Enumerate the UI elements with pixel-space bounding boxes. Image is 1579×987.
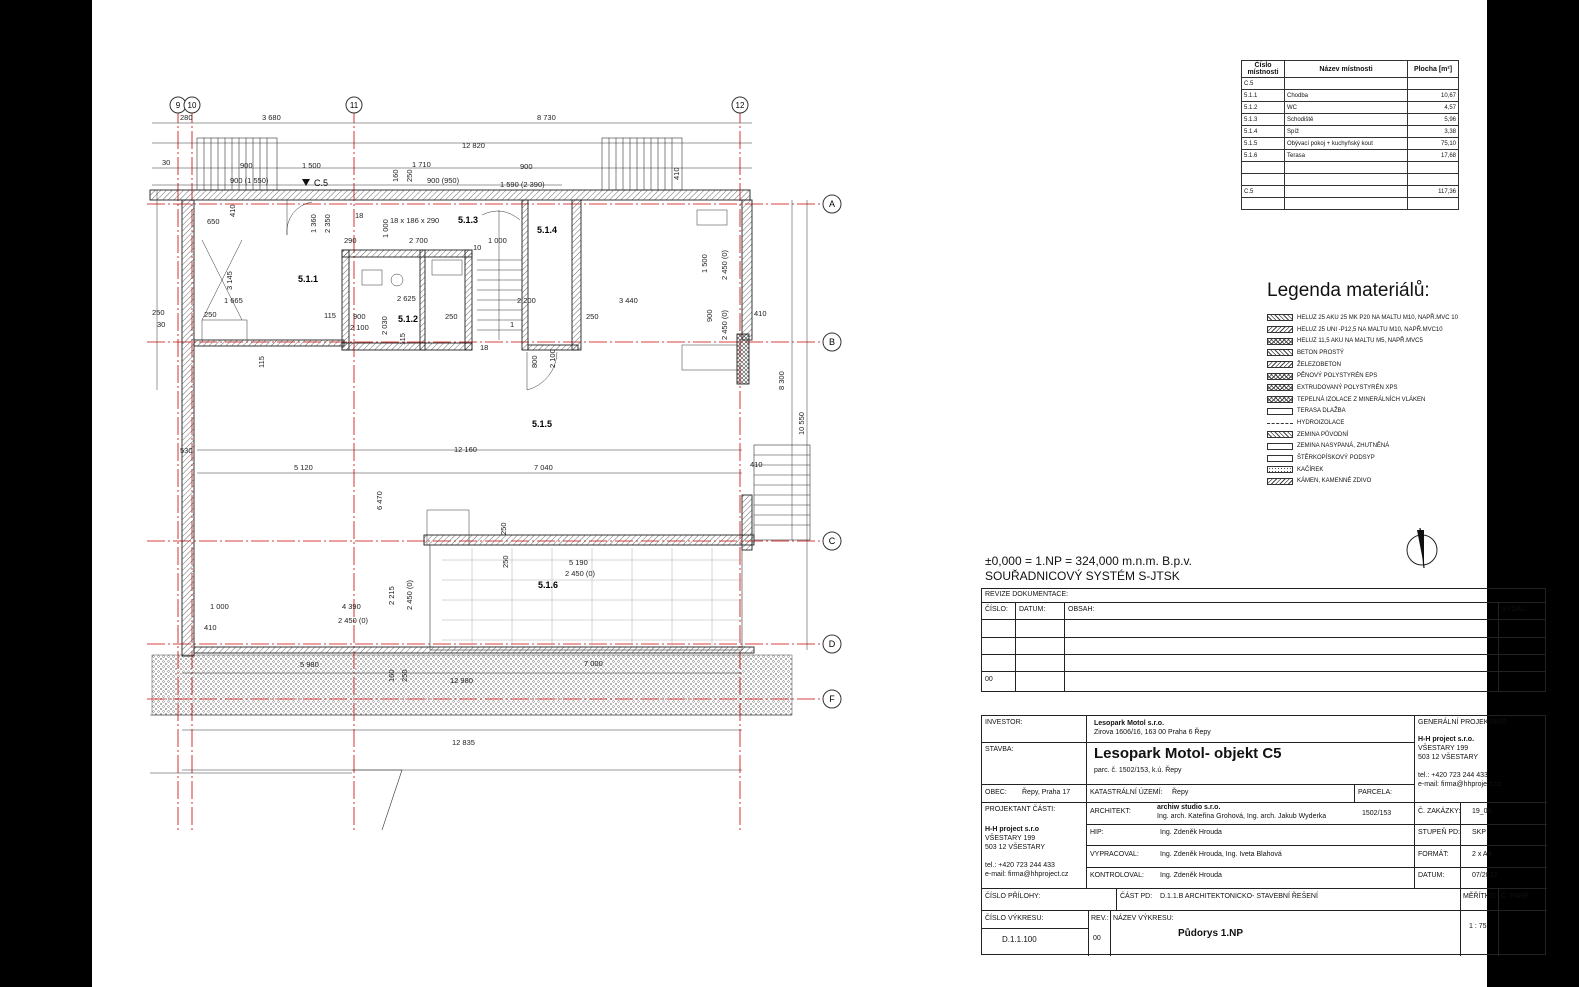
north-arrow-icon (1400, 526, 1444, 570)
grid-row-label: A (828, 199, 836, 209)
table-cell: 10,67 (1408, 90, 1459, 102)
grid-row-label: D (828, 639, 836, 649)
room-label: 5.1.6 (538, 580, 559, 590)
hip-label: HIP: (1090, 829, 1104, 836)
general-designer-address: VŠESTARY 199 (1418, 745, 1469, 752)
rev-value: 00 (1093, 935, 1101, 942)
table-cell: 5.1.4 (1242, 126, 1285, 138)
room-label: 5.1.2 (398, 314, 419, 324)
legend-swatch-icon (1267, 423, 1293, 424)
investor-name: Lesopark Motol s.r.o. (1094, 720, 1165, 727)
legend-item-label: HELUZ 25 UNI -P12,5 NA MALTU M10, NAPŘ.MVC10 (1297, 326, 1443, 333)
table-row (1242, 198, 1459, 210)
table-cell: 75,10 (1408, 138, 1459, 150)
meritko-value: 1 : 75 (1469, 923, 1487, 930)
dim-text: 18 (480, 343, 489, 352)
revision-col-date: DATUM: (1019, 606, 1046, 613)
dim-text: 1 500 (700, 254, 709, 273)
grid-bubbles-right (823, 195, 841, 708)
pare-label: Č. PARÉ: (1501, 893, 1531, 900)
table-row (1242, 90, 1459, 102)
legend-item-label: TEPELNÁ IZOLACE Z MINERÁLNÍCH VLÁKEN (1297, 396, 1426, 403)
dim-text: 250 (405, 169, 414, 182)
grid-col-label: 11 (349, 101, 359, 110)
dim-text: 410 (672, 167, 681, 180)
cast-label: ČÁST PD: (1120, 893, 1153, 900)
legend-items (1267, 312, 1458, 487)
priloha-label: ČÍSLO PŘÍLOHY: (985, 893, 1041, 900)
legend-item-label: ŠTĚRKOPÍSKOVÝ PODSYP (1297, 455, 1375, 462)
legend-swatch-icon (1267, 326, 1293, 333)
katastr-value: Řepy (1172, 789, 1189, 796)
datum-value: 07/2022 (1472, 872, 1498, 879)
dim-text: 250 (586, 312, 599, 321)
legend-item-label: HELUZ 11,5 AKU NA MALTU M5, NAPŘ.MVC5 (1297, 338, 1423, 345)
legend-swatch-icon (1267, 455, 1293, 462)
table-cell: C.5 (1242, 186, 1285, 198)
legend-item (1267, 452, 1458, 464)
table-cell: C.5 (1242, 78, 1285, 90)
room-schedule-table (1241, 60, 1459, 210)
table-cell: 117,36 (1408, 186, 1459, 198)
legend-swatch-icon (1267, 361, 1293, 368)
table-cell: Obývací pokoj + kuchyňský kout (1285, 138, 1408, 150)
drawing-sheet (92, 0, 1531, 987)
dim-text: 7 040 (534, 463, 553, 472)
dim-text: 2 700 (409, 236, 428, 245)
revision-first-number: 00 (985, 676, 993, 683)
dim-text: 5 190 (569, 558, 588, 567)
dim-text: 250 (501, 555, 510, 568)
obec-value: Řepy, Praha 17 (1022, 789, 1071, 796)
coordinate-system-line: SOUŘADNICOVÝ SYSTÉM S-JTSK (985, 569, 1180, 583)
section-mark-label: C.5 (314, 178, 329, 188)
legend-item (1267, 347, 1458, 359)
vypracoval-value: Ing. Zdeněk Hrouda, Ing. Iveta Blahová (1160, 851, 1282, 858)
dim-text: 2 450 (0) (565, 569, 596, 578)
dim-text: 160 (387, 669, 396, 682)
legend-item (1267, 324, 1458, 336)
cast-value: D.1.1.B ARCHITEKTONICKO- STAVEBNÍ ŘEŠENÍ (1160, 893, 1318, 900)
dim-text: 250 (204, 310, 217, 319)
legend-swatch-icon (1267, 443, 1293, 450)
dim-text: 2 450 (0) (338, 616, 369, 625)
dim-text: 12 820 (462, 141, 485, 150)
dim-text: 2 350 (323, 214, 332, 233)
dim-text: 10 550 (797, 412, 806, 435)
table-row (1242, 114, 1459, 126)
dim-text: 1 710 (412, 160, 431, 169)
dim-text: 2 100 (350, 323, 369, 332)
legend-item (1267, 312, 1458, 324)
gravel-strip (152, 655, 792, 715)
general-designer-name: H-H project s.r.o. (1418, 736, 1475, 743)
drawing-title: Půdorys 1.NP (1178, 928, 1244, 939)
legend-item-label: BETON PROSTÝ (1297, 349, 1344, 356)
dim-text: 800 (530, 355, 539, 368)
table-cell: 4,57 (1408, 102, 1459, 114)
dim-text: 280 (180, 113, 193, 122)
architect-names: Ing. arch. Kateřina Grohová, Ing. arch. Jakub Wyderka (1157, 813, 1327, 820)
table-cell: 5.1.5 (1242, 138, 1285, 150)
legend-item (1267, 406, 1458, 418)
legend-item (1267, 429, 1458, 441)
room-labels (298, 215, 558, 590)
datum-note (985, 554, 1192, 584)
dim-text: 8 300 (777, 371, 786, 390)
dim-text: 10 (473, 243, 482, 252)
dim-text: 1 665 (224, 296, 243, 305)
part-designer-phone: tel.: +420 723 244 433 (985, 862, 1055, 869)
investor-label: INVESTOR: (985, 719, 1023, 726)
dim-text: 3 440 (619, 296, 638, 305)
dim-text: 530 (180, 446, 193, 455)
dim-text: 12 835 (452, 738, 475, 747)
grid-row-label: C (828, 536, 836, 546)
datum-line: ±0,000 = 1.NP = 324,000 m.n.m. B.p.v. (985, 554, 1192, 568)
dim-text: 250 (445, 312, 458, 321)
material-legend (1267, 280, 1458, 487)
parcela-label: PARCELA: (1358, 789, 1393, 796)
parcela-value: 1502/153 (1362, 810, 1392, 817)
revision-col-issued: VYDAL: (1502, 606, 1527, 613)
site-lines (150, 715, 792, 830)
legend-item (1267, 359, 1458, 371)
general-designer-address: 503 12 VŠESTARY (1418, 754, 1479, 761)
legend-swatch-icon (1267, 314, 1293, 321)
datum-label: DATUM: (1418, 872, 1445, 879)
kontroloval-label: KONTROLOVAL: (1090, 872, 1144, 879)
table-cell: 5.1.2 (1242, 102, 1285, 114)
legend-item (1267, 476, 1458, 488)
table-cell: 5.1.1 (1242, 90, 1285, 102)
architect-label: ARCHITEKT: (1090, 808, 1131, 815)
dim-text: 6 470 (375, 491, 384, 510)
legend-item (1267, 464, 1458, 476)
revision-col-content: OBSAH: (1068, 606, 1095, 613)
investor-address: Zirova 1606/16, 163 00 Praha 6 Řepy (1094, 729, 1211, 736)
vykres-label: ČÍSLO VÝKRESU: (985, 915, 1044, 922)
revision-table (981, 588, 1546, 692)
part-designer-name: H-H project s.r.o (985, 826, 1040, 833)
table-header: Plocha [m²] (1408, 61, 1459, 78)
dim-text: 8 730 (537, 113, 556, 122)
table-cell: 5.1.6 (1242, 150, 1285, 162)
table-cell: Schodiště (1285, 114, 1408, 126)
legend-item-label: HYDROIZOLACE (1297, 420, 1345, 427)
dim-text: 30 (162, 158, 171, 167)
dim-text: 410 (750, 460, 763, 469)
legend-item-label: PĚNOVÝ POLYSTYRÉN EPS (1297, 373, 1378, 380)
terrace-tiles (442, 548, 742, 646)
dim-text: 115 (398, 333, 407, 345)
table-total-row (1242, 186, 1459, 198)
legend-item-label: HELUZ 25 AKU 25 MK P20 NA MALTU M10, NAPŘ.MVC 10 (1297, 314, 1458, 321)
table-cell: WC (1285, 102, 1408, 114)
legend-swatch-icon (1267, 408, 1293, 415)
legend-item (1267, 394, 1458, 406)
dim-text: 900 (950) (427, 176, 460, 185)
vykres-value: D.1.1.100 (1002, 935, 1037, 944)
dimension-lines (152, 123, 807, 770)
stavba-label: STAVBA: (985, 746, 1014, 753)
dim-text: 3 680 (262, 113, 281, 122)
part-designer-address: 503 12 VŠESTARY (985, 844, 1046, 851)
dim-text: 5 980 (300, 660, 319, 669)
dim-text: 1 000 (488, 236, 507, 245)
revision-title: REVIZE DOKUMENTACE: (985, 591, 1069, 598)
dim-text: 1 590 (2 390) (500, 180, 545, 189)
dim-text: 410 (204, 623, 217, 632)
table-row (1242, 174, 1459, 186)
dim-text: 2 625 (397, 294, 416, 303)
legend-swatch-icon (1267, 338, 1293, 345)
dim-text: 18 (355, 211, 364, 220)
dim-text: 2 450 (0) (405, 579, 414, 610)
zakazka-value: 19_06 (1472, 808, 1492, 815)
dim-text: 290 (344, 236, 357, 245)
legend-item-label: TERASA DLAŽBA (1297, 408, 1346, 415)
legend-item (1267, 382, 1458, 394)
legend-item (1267, 335, 1458, 347)
interior-stairs (477, 210, 522, 340)
legend-swatch-icon (1267, 431, 1293, 438)
format-value: 2 x A4 (1472, 851, 1492, 858)
legend-item-label: ŽELEZOBETON (1297, 361, 1341, 368)
legend-swatch-icon (1267, 396, 1293, 403)
architect-firm: archiw studio s.r.o. (1157, 804, 1221, 811)
parcel-line: parc. č. 1502/153, k.ú. Řepy (1094, 767, 1182, 774)
dim-text: 1 500 (302, 161, 321, 170)
dim-text: 1 000 (381, 219, 390, 238)
legend-title: Legenda materiálů: (1267, 280, 1430, 301)
dim-text: 2 450 (0) (720, 309, 729, 340)
legend-item (1267, 370, 1458, 382)
stupen-label: STUPEŇ PD: (1418, 829, 1461, 836)
table-header: Název místnosti (1285, 61, 1408, 78)
legend-swatch-icon (1267, 349, 1293, 356)
hip-value: Ing. Zdeněk Hrouda (1160, 829, 1222, 836)
table-row (1242, 162, 1459, 174)
table-row (1242, 102, 1459, 114)
general-designer-phone: tel.: +420 723 244 433 (1418, 772, 1488, 779)
legend-swatch-icon (1267, 466, 1293, 473)
dim-text: 900 (353, 312, 366, 321)
dim-text: 2 100 (548, 349, 557, 368)
dim-text: 115 (257, 356, 266, 368)
dim-text: 410 (754, 309, 767, 318)
legend-swatch-icon (1267, 478, 1293, 485)
dim-text: 1 360 (309, 214, 318, 233)
table-cell: Terasa (1285, 150, 1408, 162)
table-cell: Spíž (1285, 126, 1408, 138)
revision-col-number: ČÍSLO: (985, 606, 1008, 613)
legend-swatch-icon (1267, 384, 1293, 391)
table-header-row (1242, 61, 1459, 78)
legend-item-label: KÁMEN, KAMENNÉ ZDIVO (1297, 478, 1372, 485)
dim-text: 2 215 (387, 586, 396, 605)
grid-col-label: 10 (187, 101, 197, 110)
title-block (981, 715, 1546, 955)
project-name: Lesopark Motol- objekt C5 (1094, 745, 1282, 762)
table-cell: 5,96 (1408, 114, 1459, 126)
dim-text: 650 (207, 217, 220, 226)
legend-item-label: EXTRUDOVANÝ POLYSTYRÉN XPS (1297, 384, 1398, 391)
table-cell: Chodba (1285, 90, 1408, 102)
room-label: 5.1.1 (298, 274, 319, 284)
dim-text: 1 000 (210, 602, 229, 611)
table-cell: 17,68 (1408, 150, 1459, 162)
dim-text: 900 (705, 309, 714, 322)
dim-text: 5 120 (294, 463, 313, 472)
dim-text: 115 (324, 311, 336, 320)
grid-col-label: 12 (735, 101, 745, 110)
table-header: Číslo místnosti (1242, 61, 1285, 78)
dim-text: 2 030 (380, 316, 389, 335)
dim-text: 250 (400, 669, 409, 682)
part-designer-email: e-mail: firma@hhproject.cz (985, 871, 1069, 878)
legend-item-label: ZEMINA NASYPANÁ, ZHUTNĚNÁ (1297, 443, 1390, 450)
dim-text: 30 (157, 320, 166, 329)
obec-label: OBEC: (985, 789, 1007, 796)
dim-text: 12 980 (450, 676, 473, 685)
grid-row-label: F (829, 694, 835, 704)
rev-label: REV.: (1091, 915, 1109, 922)
room-label: 5.1.3 (458, 215, 479, 225)
legend-swatch-icon (1267, 373, 1293, 380)
room-label: 5.1.4 (537, 225, 558, 235)
grid-row-label: B (828, 337, 836, 347)
nazev-label: NÁZEV VÝKRESU: (1113, 915, 1174, 922)
legend-item (1267, 417, 1458, 429)
legend-item-label: KAČÍREK (1297, 466, 1324, 473)
table-cell: 3,38 (1408, 126, 1459, 138)
dim-text: 900 (1 550) (230, 176, 269, 185)
table-cell: 5.1.3 (1242, 114, 1285, 126)
dim-text: 2 200 (517, 296, 536, 305)
vypracoval-label: VYPRACOVAL: (1090, 851, 1139, 858)
grid-bubbles-top (170, 97, 748, 113)
part-designer-address: VŠESTARY 199 (985, 835, 1036, 842)
legend-item-label: ZEMINA PŮVODNÍ (1297, 431, 1349, 438)
table-row (1242, 126, 1459, 138)
dim-text: 18 x 186 x 290 (390, 216, 440, 225)
zakazka-label: Č. ZAKÁZKY: (1418, 808, 1461, 815)
stupen-value: SKP (1472, 829, 1487, 836)
dim-text: 2 450 (0) (720, 249, 729, 280)
legend-item (1267, 441, 1458, 453)
grid-col-label: 9 (175, 101, 181, 110)
floor-plan (142, 90, 902, 930)
table-row (1242, 150, 1459, 162)
dim-text: 900 (240, 161, 253, 170)
katastr-label: KATASTRÁLNÍ ÚZEMÍ: (1090, 789, 1163, 796)
room-label: 5.1.5 (532, 419, 553, 429)
table-row (1242, 78, 1459, 90)
dim-text: 900 (520, 162, 533, 171)
dim-text: 250 (152, 308, 165, 317)
dim-text: 410 (228, 204, 237, 217)
dim-text: 3 145 (225, 271, 234, 290)
dim-text: 4 390 (342, 602, 361, 611)
format-label: FORMÁT: (1418, 851, 1449, 858)
kontroloval-value: Ing. Zdeněk Hrouda (1160, 872, 1222, 879)
dim-text: 160 (391, 169, 400, 182)
general-designer-email: e-mail: firma@hhproject.cz (1418, 781, 1502, 788)
dim-text: 1 (510, 320, 515, 329)
table-row (1242, 138, 1459, 150)
part-designer-label: PROJEKTANT ČÁSTI: (985, 806, 1056, 813)
meritko-label: MĚŘÍTKO: (1463, 893, 1497, 900)
dim-text: 12 160 (454, 445, 477, 454)
general-designer-label: GENERÁLNÍ PROJEKTANT: (1418, 719, 1508, 726)
dim-text: 7 000 (584, 659, 603, 668)
dim-text: 250 (499, 522, 508, 535)
